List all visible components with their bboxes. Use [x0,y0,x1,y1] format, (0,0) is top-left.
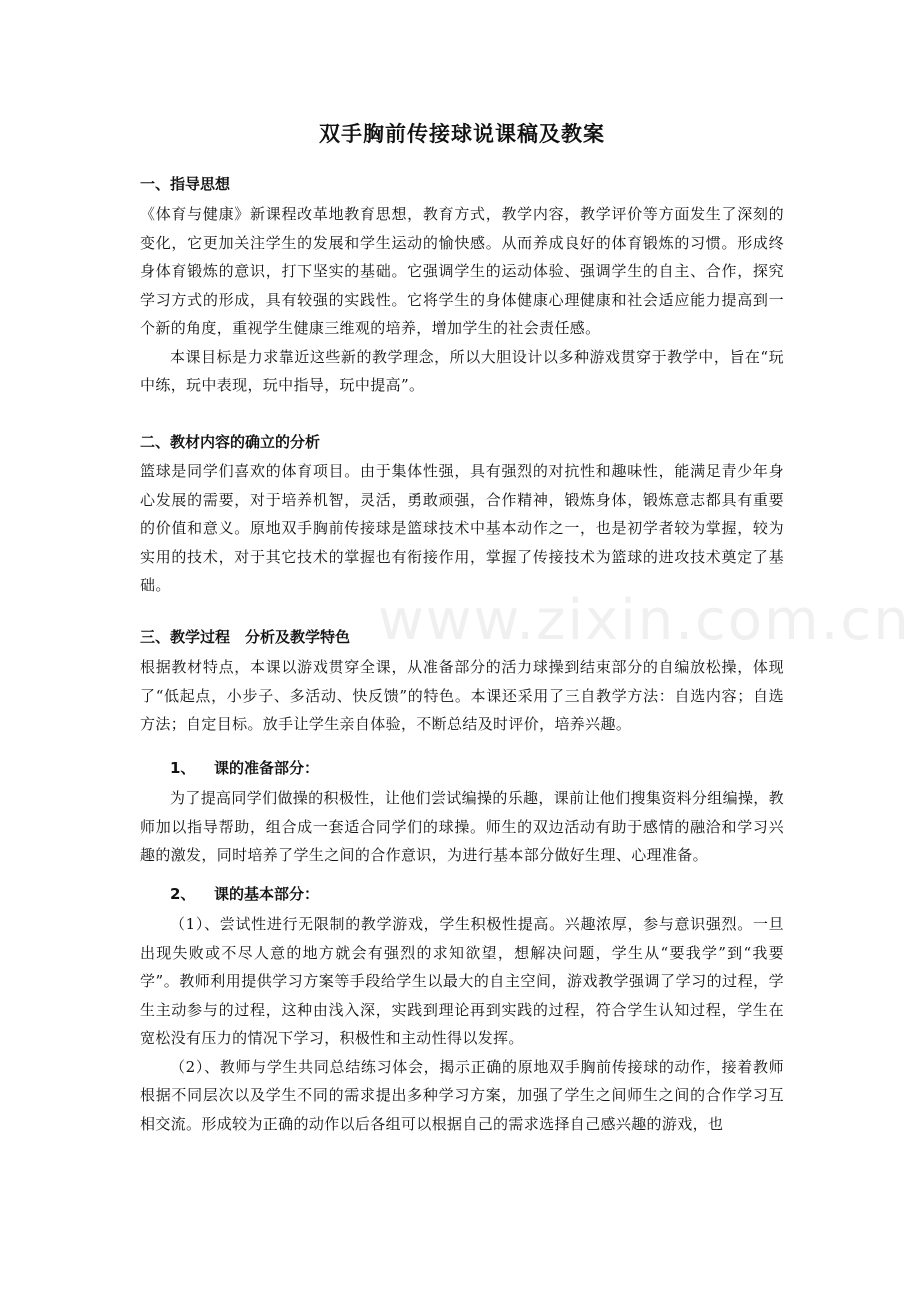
document-title: 双手胸前传接球说课稿及教案 [319,121,605,146]
section-3-body [140,653,784,739]
section-heading: 三、教学过程 分析及教学特色 [140,628,351,646]
subsection-number: 1、 [170,759,196,777]
section-guiding-thought [140,174,784,194]
subsection-label: 课的基本部分： [214,885,320,903]
subsection-number: 2、 [170,885,196,903]
section-material-analysis [140,432,784,452]
subsection-basic [140,884,784,904]
subsection-heading [140,884,784,904]
section-2-body [140,457,784,600]
paragraph: 《体育与健康》新课程改革地教育思想，教育方式，教学内容，教学评价等方面发生了深刻的变化，它更加关注学生的发展和学生运动的愉快感。从而养成良好的体育锻炼的习惯。形成终身体育锻炼的意识，打下坚实的基础。它强调学生的运动体验、强调学生的自主、合作，探究学习方式的形成，具有较强的实践性。它将学生的身体健康心理健康和社会适应能力提高到一个新的角度，重视学生健康三维观的培养，增加学生的社会责任感。 [140,205,784,337]
paragraph: 根据教材特点，本课以游戏贯穿全课，从准备部分的活力球操到结束部分的自编放松操，体现了“低起点，小步子、多活动、快反馈”的特色。本课还采用了三自教学方法：自选内容；自选方法；自定目标。放手让学生亲自体验，不断总结及时评价，培养兴趣。 [140,658,784,733]
section-heading: 一、指导思想 [140,175,231,193]
paragraph: （1）、尝试性进行无限制的教学游戏，学生积极性提高。兴趣浓厚，参与意识强烈。一旦出现失败或不尽人意的地方就会有强烈的求知欲望，想解决问题，学生从“要我学”到“我要学”。教师利用提供学习方案等手段给学生以最大的自主空间，游戏教学强调了学习的过程，学生主动参与的过程，这种由浅入深，实践到理论再到实践的过程，符合学生认知过程，学生在宽松没有压力的情况下学习，积极性和主动性得以发挥。 [140,915,784,1047]
subsection-heading [140,758,784,778]
watermark: www.zixin.com.cn [378,588,911,653]
paragraph: 本课目标是力求靠近这些新的教学理念，所以大胆设计以多种游戏贯穿于教学中，旨在“玩中练，玩中表现，玩中指导，玩中提高”。 [140,347,784,394]
section-teaching-process [140,627,784,647]
paragraph: 为了提高同学们做操的积极性，让他们尝试编操的乐趣，课前让他们搜集资料分组编操，教师加以指导帮助，组合成一套适合同学们的球操。师生的双边活动有助于感情的融洽和学习兴趣的激发，同时培养了学生之间的合作意识，为进行基本部分做好生理、心理准备。 [140,789,785,864]
section-heading: 二、教材内容的确立的分析 [140,433,321,451]
section-1-body [140,200,784,400]
subsection-label: 课的准备部分： [214,759,320,777]
subsection-preparation [140,758,784,778]
subsection-preparation-body [140,784,784,870]
paragraph: 篮球是同学们喜欢的体育项目。由于集体性强，具有强烈的对抗性和趣味性，能满足青少年身心发展的需要，对于培养机智，灵活，勇敢顽强，合作精神，锻炼身体，锻炼意志都具有重要的价值和意义。原地双手胸前传接球是篮球技术中基本动作之一，也是初学者较为掌握，较为实用的技术，对于其它技术的掌握也有衔接作用，掌握了传接技术为篮球的进攻技术奠定了基础。 [140,462,784,594]
paragraph: （2）、教师与学生共同总结练习体会，揭示正确的原地双手胸前传接球的动作，接着教师根据不同层次以及学生不同的需求提出多种学习方案，加强了学生之间师生之间的合作学习互相交流。形成较为正确的动作以后各组可以根据自己的需求选择自己感兴趣的游戏，也 [140,1057,784,1133]
subsection-basic-body [140,910,784,1138]
